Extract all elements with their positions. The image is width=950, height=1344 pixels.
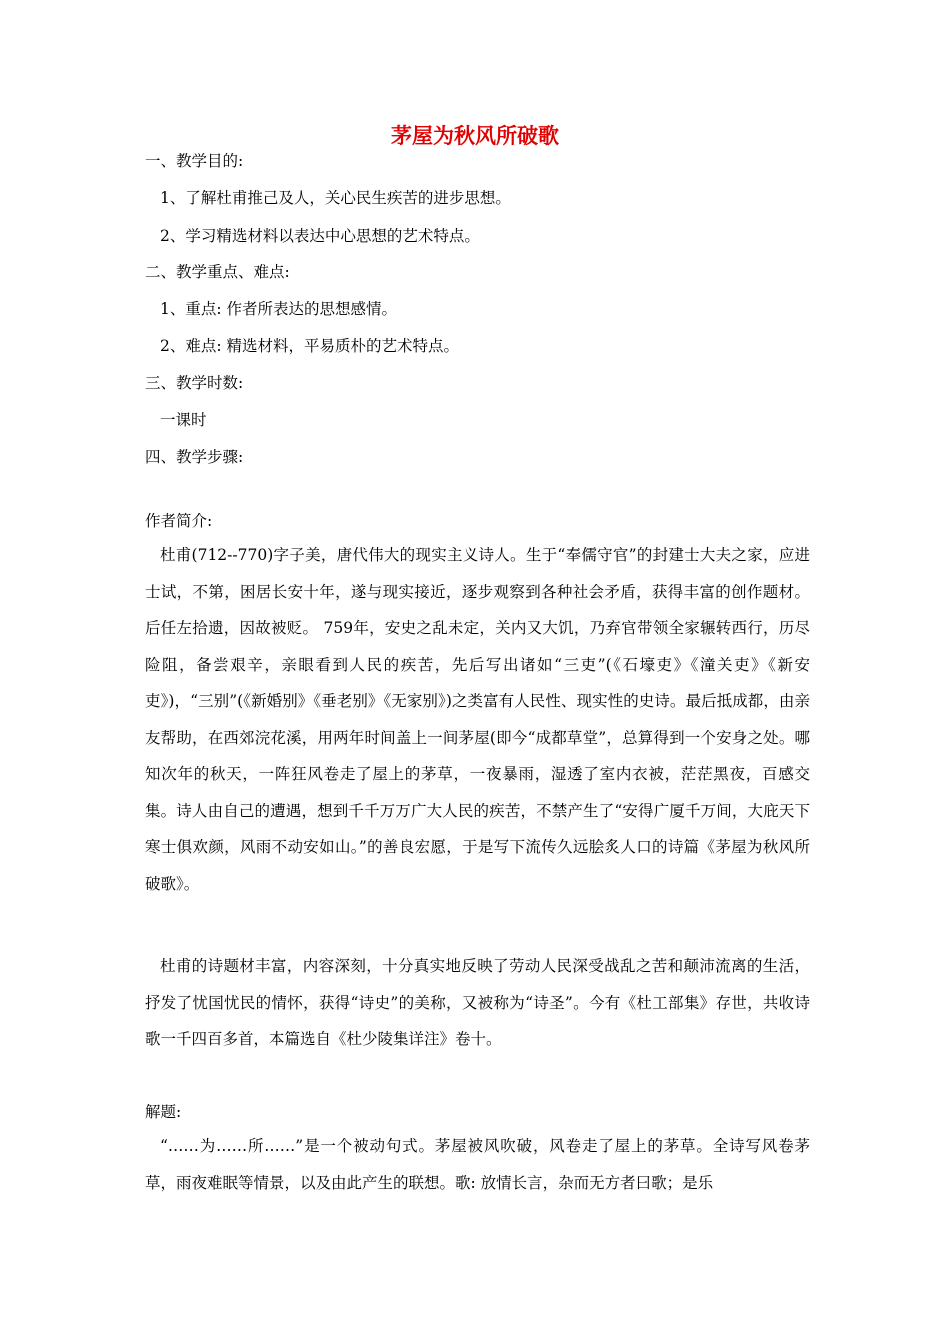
time-value: 一课时 — [160, 411, 207, 429]
purpose-item-2: 2、学习精选材料以表达中心思想的艺术特点。 — [160, 227, 480, 245]
section-heading-purpose: 一、教学目的: — [145, 152, 244, 170]
purpose-item-1: 1、了解杜甫推己及人，关心民生疾苦的进步思想。 — [160, 189, 511, 207]
document-title: 茅屋为秋风所破歌 — [391, 123, 559, 148]
author-heading: 作者简介: — [145, 512, 213, 530]
section-heading-key-points: 二、教学重点、难点: — [145, 263, 290, 281]
explain-heading: 解题: — [145, 1103, 182, 1121]
explain-paragraph-1: “……为……所……”是一个被动句式。茅屋被风吹破，风卷走了屋上的茅草。全诗写风卷茅草，雨夜难眠等情景，以及由此产生的联想。歌: 放情长言，杂而无方者曰歌；是乐 — [145, 1137, 810, 1192]
key-point-1: 1、重点: 作者所表达的思想感情。 — [160, 300, 398, 318]
section-heading-time: 三、教学时数: — [145, 374, 244, 392]
author-paragraph-1: 杜甫(712--770)字子美，唐代伟大的现实主义诗人。生于“奉儒守官”的封建士大夫之家，应进士试，不第，困居长安十年，遂与现实接近，逐步观察到各种社会矛盾，获得丰富的创作题材。后任左拾遗，因故被贬。 759年，安史之乱未定，关内又大饥，乃弃官带领全家辗转西行，历尽险阻，备尝艰辛，亲眼看到人民的疾苦，先后写出诸如“三吏”(《石壕吏》《潼关吏》《新安吏》)，“三别”(《新婚别》《垂老别》《无家别》)之类富有人民性、现实性的史诗。最后抵成都，由亲友帮助，在西郊浣花溪，用两年时间盖上一间茅屋(即今“成都草堂”，总算得到一个安身之处。哪知次年的秋天，一阵狂风卷走了屋上的茅草，一夜暴雨，湿透了室内衣被，茫茫黑夜，百感交集。诗人由自己的遭遇，想到千千万万广大人民的疾苦，不禁产生了“安得广厦千万间，大庇天下寒士俱欢颜，风雨不动安如山。”的善良宏愿，于是写下流传久远脍炙人口的诗篇《茅屋为秋风所破歌》。 — [145, 546, 810, 893]
author-paragraph-2: 杜甫的诗题材丰富，内容深刻，十分真实地反映了劳动人民深受战乱之苦和颠沛流离的生活，抒发了忧国忧民的情怀，获得“诗史”的美称，又被称为“诗圣”。今有《杜工部集》存世，共收诗歌一千四百多首，本篇选自《杜少陵集详注》卷十。 — [145, 957, 810, 1048]
key-point-2: 2、难点: 精选材料，平易质朴的艺术特点。 — [160, 337, 460, 355]
section-heading-steps: 四、教学步骤: — [145, 448, 244, 466]
